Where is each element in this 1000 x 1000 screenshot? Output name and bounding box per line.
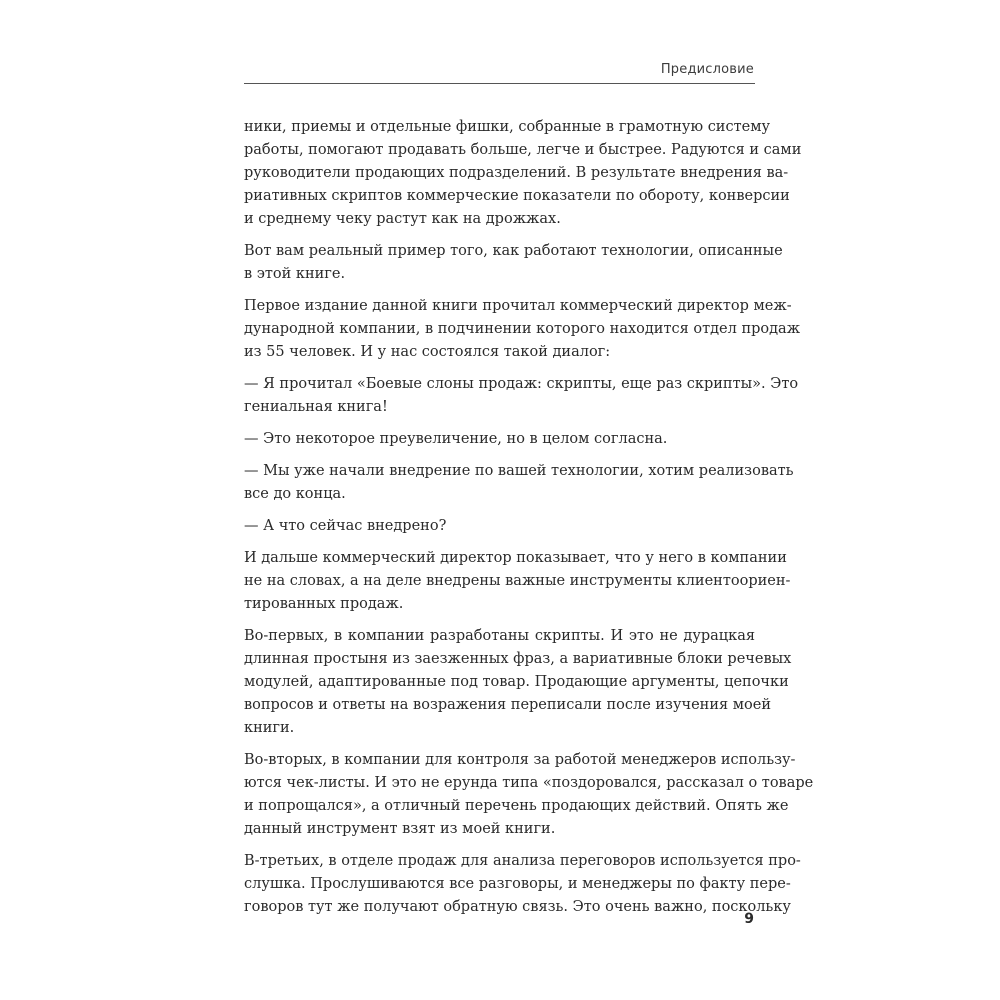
paragraph xyxy=(244,625,792,740)
text-line: все до конца. xyxy=(244,486,346,502)
text-line: вопросов и ответы на возражения переписали после изучения моей xyxy=(244,697,771,713)
text-line: данный инструмент взят из моей книги. xyxy=(244,821,556,837)
paragraph xyxy=(244,240,783,286)
text-line: — Мы уже начали внедрение по вашей технологии, хотим реализовать xyxy=(244,463,794,479)
text-line: в этой книге. xyxy=(244,266,346,282)
paragraph xyxy=(244,428,755,451)
text-line: слушка. Прослушиваются все разговоры, и менеджеры по факту пере- xyxy=(244,876,791,892)
text-line: говоров тут же получают обратную связь. Это очень важно, поскольку xyxy=(244,899,791,915)
header-rule xyxy=(244,83,755,84)
text-line: Вот вам реальный пример того, как работают технологии, описанные xyxy=(244,243,783,259)
text-line: риативных скриптов коммерческие показатели по обороту, конверсии xyxy=(244,188,790,204)
text-line: Во-первых, в компании разработаны скрипты. И это не дурацкая xyxy=(244,628,755,644)
text-line: гениальная книга! xyxy=(244,399,388,415)
paragraph xyxy=(244,460,794,506)
text-line: — А что сейчас внедрено? xyxy=(244,518,447,534)
running-head: Предисловие xyxy=(660,62,754,77)
text-line: Первое издание данной книги прочитал коммерческий директор меж- xyxy=(244,298,792,314)
text-line: из 55 человек. И у нас состоялся такой диалог: xyxy=(244,344,611,360)
text-line: длинная простыня из заезженных фраз, а вариативные блоки речевых xyxy=(244,651,792,667)
paragraph xyxy=(244,116,802,231)
paragraph xyxy=(244,850,801,919)
page-number: 9 xyxy=(744,911,754,927)
text-line: дународной компании, в подчинении которого находится отдел продаж xyxy=(244,321,801,337)
body-text xyxy=(244,116,814,928)
text-line: и среднему чеку растут как на дрожжах. xyxy=(244,211,561,227)
text-line: модулей, адаптированные под товар. Продающие аргументы, цепочки xyxy=(244,674,789,690)
text-line: — Я прочитал «Боевые слоны продаж: скрипты, еще раз скрипты». Это xyxy=(244,376,799,392)
text-line: ются чек-листы. И это не ерунда типа «поздоровался, рассказал о товаре xyxy=(244,775,814,791)
paragraph xyxy=(244,515,755,538)
paragraph xyxy=(244,547,791,616)
text-line: Во-вторых, в компании для контроля за работой менеджеров использу- xyxy=(244,752,796,768)
paragraph xyxy=(244,749,814,841)
text-line: — Это некоторое преувеличение, но в целом согласна. xyxy=(244,431,668,447)
text-line: тированных продаж. xyxy=(244,596,404,612)
text-line: И дальше коммерческий директор показывает, что у него в компании xyxy=(244,550,787,566)
text-line: ники, приемы и отдельные фишки, собранные в грамотную систему xyxy=(244,119,771,135)
text-line: руководители продающих подразделений. В результате внедрения ва- xyxy=(244,165,789,181)
text-line: и попрощался», а отличный перечень продающих действий. Опять же xyxy=(244,798,789,814)
text-line: книги. xyxy=(244,720,295,736)
paragraph xyxy=(244,373,799,419)
paragraph xyxy=(244,295,801,364)
text-line: работы, помогают продавать больше, легче и быстрее. Радуются и сами xyxy=(244,142,802,158)
text-line: В-третьих, в отделе продаж для анализа переговоров используется про- xyxy=(244,853,801,869)
text-line: не на словах, а на деле внедрены важные инструменты клиентоориен- xyxy=(244,573,791,589)
